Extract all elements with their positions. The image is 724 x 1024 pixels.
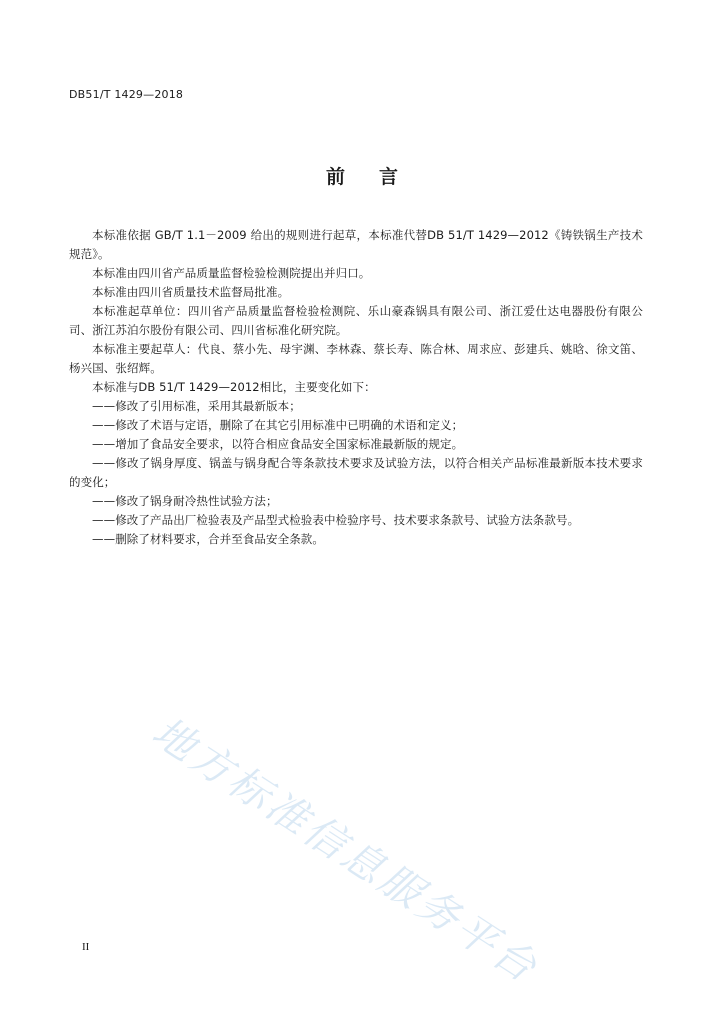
watermark: 地方标准信息服务平台: [143, 707, 548, 993]
page-title: 前言: [325, 166, 432, 188]
paragraph-drafters: 本标准主要起草人：代良、蔡小先、母宇渊、李林森、蔡长寿、陈合林、周求应、彭建兵、姚晗、徐文笛、杨兴国、张绍辉。: [69, 342, 643, 375]
change-item: ——修改了锅身耐冷热性试验方法；: [92, 494, 278, 508]
paragraph-proposer: 本标准由四川省产品质量监督检验检测院提出并归口。: [92, 266, 371, 280]
change-item: ——修改了锅身厚度、锅盖与锅身配合等条款技术要求及试验方法，以符合相关产品标准最新版本技术要求的变化；: [69, 456, 643, 489]
paragraph-approver: 本标准由四川省质量技术监督局批准。: [92, 285, 290, 299]
document-body: [69, 226, 643, 549]
change-item: ——增加了食品安全要求，以符合相应食品安全国家标准最新版的规定。: [92, 437, 464, 451]
change-item: ——修改了术语与定语，删除了在其它引用标准中已明确的术语和定义；: [92, 418, 464, 432]
page-number: II: [82, 941, 90, 953]
paragraph-changes-intro: 本标准与DB 51/T 1429—2012相比，主要变化如下：: [92, 380, 376, 394]
document-code: DB51/T 1429—2018: [69, 88, 184, 101]
change-item: ——修改了引用标准，采用其最新版本；: [92, 399, 301, 413]
change-item: ——删除了材料要求，合并至食品安全条款。: [92, 532, 324, 546]
paragraph-drafting-units: 本标准起草单位：四川省产品质量监督检验检测院、乐山豪森锅具有限公司、浙江爱仕达电器股份有限公司、浙江苏泊尔股份有限公司、四川省标准化研究院。: [69, 304, 643, 337]
paragraph-basis: 本标准依据 GB/T 1.1－2009 给出的规则进行起草，本标准代替DB 51/T 1429—2012《铸铁锅生产技术规范》。: [69, 228, 643, 261]
change-item: ——修改了产品出厂检验表及产品型式检验表中检验序号、技术要求条款号、试验方法条款号。: [92, 513, 580, 527]
